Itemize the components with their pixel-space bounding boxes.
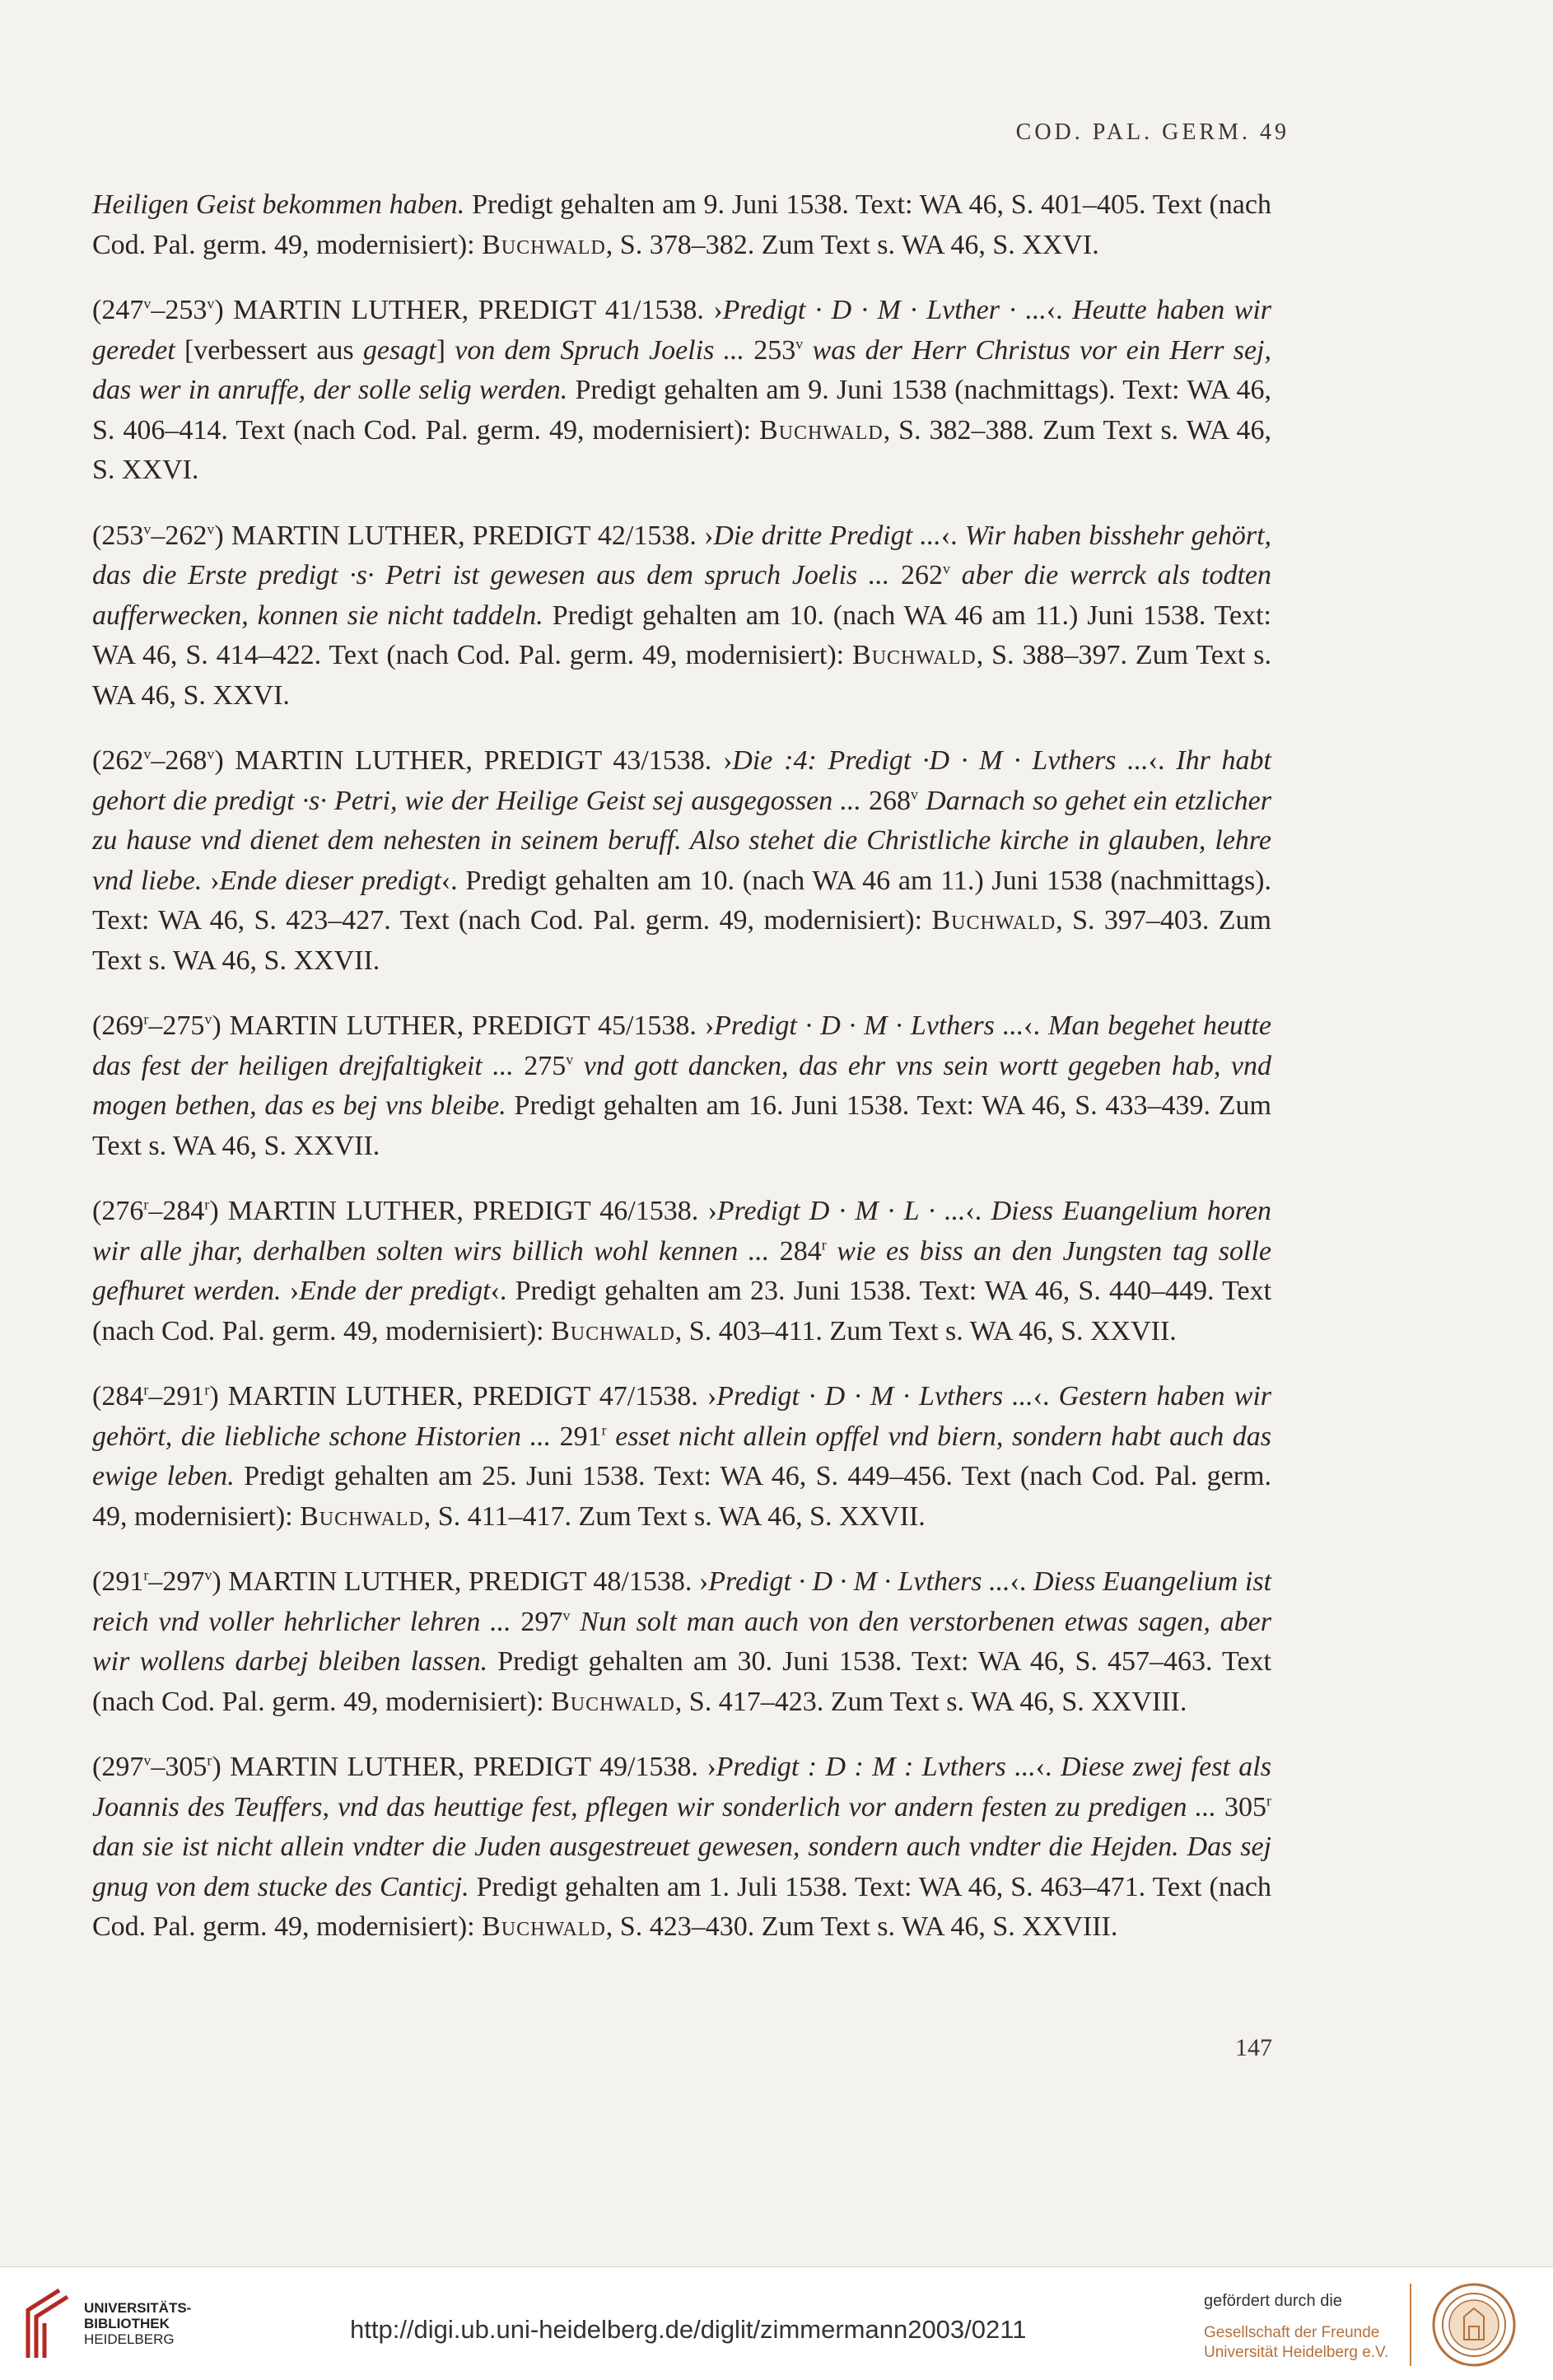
entry-text: vnd gott dancken, das ehr vns sein wortt gegeben hab, vnd mogen bethen, das es bej vns bleibe. bbox=[92, 1050, 1271, 1121]
entry-text: 262 bbox=[889, 560, 943, 590]
entry-text: Predigt gehalten am 9. Juni 1538 (nachmittags). Text: WA 46, S. 406–414. Text (nach Cod. Pal. germ. 49, modernisiert): bbox=[92, 375, 1271, 446]
entry-text: –284 bbox=[148, 1196, 205, 1226]
library-logo-icon[interactable] bbox=[16, 2285, 72, 2361]
entry-text: v bbox=[562, 1607, 571, 1624]
entry-text: 268 bbox=[860, 785, 912, 816]
entry-text: v bbox=[911, 786, 919, 803]
entry-text: v bbox=[566, 1051, 574, 1068]
entry-text: –291 bbox=[148, 1381, 205, 1412]
entry-text: –253 bbox=[151, 295, 208, 325]
entry-text: Predigt gehalten am 10. (nach WA 46 am 11.) Juni 1538. Text: WA 46, S. 414–422. Text (nach Cod. Pal. germ. 49, modernisiert): bbox=[92, 600, 1271, 670]
entry-text: , S. 378–382. Zum Text s. WA 46, S. XXVI. bbox=[605, 229, 1099, 260]
entry-text: Buchwald bbox=[482, 1911, 606, 1942]
entry-text: –297 bbox=[148, 1566, 205, 1597]
entry-text: Ende dieser predigt bbox=[219, 865, 441, 896]
entry-text: , S. 423–430. Zum Text s. WA 46, S. XXVIII. bbox=[605, 1911, 1118, 1942]
entry-text: Heiligen Geist bekommen haben. bbox=[92, 189, 465, 220]
catalog-entry bbox=[92, 185, 1271, 265]
entry-text: 284 bbox=[769, 1235, 822, 1267]
entry-text: ) MARTIN LUTHER, PREDIGT 48/1538. › bbox=[212, 1566, 709, 1597]
entry-text: ‹. bbox=[1148, 745, 1177, 776]
entry-text: , S. 403–411. Zum Text s. WA 46, S. XXVII. bbox=[674, 1315, 1177, 1346]
entry-text: Predigt gehalten am 1. Juli 1538. Text: WA 46, S. 463–471. Text (nach Cod. Pal. germ. 49, modernisiert): bbox=[92, 1871, 1271, 1942]
entry-text: › bbox=[202, 865, 220, 896]
catalog-entry bbox=[92, 741, 1271, 981]
entry-text: Buchwald bbox=[551, 1686, 675, 1717]
entry-text: dan sie ist nicht allein vndter die Juden ausgestreuet gewesen, sondern auch vndter die Hejden. Das sej gnug von dem stucke des Canticj. bbox=[92, 1832, 1271, 1902]
entry-text: r bbox=[143, 1010, 149, 1028]
entry-text: 275 bbox=[513, 1050, 567, 1081]
entry-text: –262 bbox=[151, 520, 208, 551]
entry-text: Die :4: Predigt ·D · M · Lvthers ... bbox=[732, 745, 1149, 776]
entry-text: ‹. Predigt gehalten am 23. Juni 1538. Text: WA 46, S. 440–449. Text (nach Cod. Pal. germ. 49, modernisiert): bbox=[92, 1276, 1272, 1346]
entry-text: v bbox=[204, 1566, 212, 1584]
entry-text: Buchwald bbox=[931, 905, 1056, 936]
entry-text: Ende der predigt bbox=[299, 1276, 491, 1306]
catalog-entry bbox=[92, 1562, 1271, 1722]
entry-text: 253 bbox=[744, 334, 796, 366]
entry-text: ‹. bbox=[1024, 1010, 1049, 1041]
entry-text: v bbox=[143, 745, 152, 763]
entry-text: Man begehet heutte das fest der heiligen drejfaltigkeit ... bbox=[92, 1010, 1272, 1081]
entry-text: ] bbox=[436, 334, 455, 366]
entry-text: esset nicht allein opffel vnd biern, sondern habt auch das ewige leben. bbox=[92, 1421, 1271, 1491]
entry-text: v bbox=[204, 1010, 212, 1028]
entry-text: Buchwald bbox=[482, 229, 606, 260]
entry-text: (297 bbox=[92, 1752, 144, 1782]
entry-text: ) MARTIN LUTHER, PREDIGT 45/1538. › bbox=[212, 1010, 715, 1041]
entry-text: , S. 388–397. Zum Text s. WA 46, S. XXVI. bbox=[92, 640, 1271, 711]
entry-text: Buchwald bbox=[551, 1315, 675, 1346]
entry-text: v bbox=[143, 1752, 152, 1769]
entry-text: v bbox=[143, 520, 152, 538]
entry-text: (262 bbox=[92, 745, 144, 776]
entry-text: v bbox=[207, 745, 215, 763]
entry-text: Nun solt man auch von den verstorbenen etwas sagen, aber wir wollens darbej bleiben lassen. bbox=[92, 1606, 1271, 1677]
catalog-entry bbox=[92, 291, 1271, 491]
entry-text: ‹. bbox=[1033, 1381, 1059, 1412]
entry-text: 297 bbox=[511, 1606, 563, 1637]
entry-text: Diese zwej fest als Joannis des Teuffers, vnd das heuttige fest, pflegen wir sonderlich vor andern festen zu predigen ... bbox=[92, 1752, 1271, 1822]
catalog-entries bbox=[92, 185, 1271, 1973]
entry-text: was der Herr Christus vor ein Herr sej, das wer in anruffe, der solle selig werden. bbox=[92, 334, 1271, 405]
entry-text: ) MARTIN LUTHER, PREDIGT 43/1538. › bbox=[214, 745, 733, 776]
entry-text: Diess Euangelium ist reich vnd voller hehrlicher lehren ... bbox=[92, 1566, 1272, 1637]
entry-text: gesagt bbox=[362, 334, 436, 366]
entry-text: 305 bbox=[1215, 1791, 1266, 1822]
entry-text: Predigt · D · M · Lvther · ... bbox=[722, 295, 1047, 325]
catalog-entry bbox=[92, 1748, 1271, 1948]
catalog-entry bbox=[92, 1006, 1271, 1166]
entry-text: r bbox=[143, 1566, 149, 1584]
entry-text: wie es biss an den Jungsten tag solle gefhuret werden. bbox=[92, 1235, 1271, 1306]
catalog-entry bbox=[92, 1377, 1271, 1537]
entry-text: Heutte haben wir geredet bbox=[92, 295, 1271, 366]
entry-text: r bbox=[601, 1421, 607, 1439]
entry-text: r bbox=[143, 1381, 149, 1398]
entry-text: Ihr habt gehort die predigt ·s· Petri, wie der Heilige Geist sej ausgegossen ... bbox=[92, 745, 1272, 816]
entry-text: Predigt D · M · L · ... bbox=[716, 1196, 966, 1226]
entry-text: r bbox=[821, 1236, 827, 1253]
entry-text: r bbox=[204, 1381, 210, 1398]
entry-text: Predigt · D · M · Lvthers ... bbox=[714, 1010, 1024, 1041]
entry-text: Darnach so gehet ein etzlicher zu hause vnd dienet dem nehesten in seinem beruff. Also stehet die Christliche kirche in glauben, lehre vnd liebe. bbox=[92, 785, 1272, 896]
entry-text: r bbox=[207, 1752, 212, 1769]
entry-text: Predigt gehalten am 16. Juni 1538. Text: WA 46, S. 433–439. Zum Text s. WA 46, S. XXVII. bbox=[92, 1090, 1271, 1161]
entry-text: (291 bbox=[92, 1566, 144, 1597]
entry-text: v bbox=[143, 295, 152, 312]
entry-text: Diess Euangelium horen wir alle jhar, derhalben solten wirs billich wohl kennen ... bbox=[92, 1196, 1271, 1267]
entry-text: (247 bbox=[92, 295, 144, 325]
catalog-entry bbox=[92, 1192, 1271, 1351]
entry-text: r bbox=[1266, 1792, 1271, 1809]
catalog-entry bbox=[92, 516, 1271, 716]
entry-text: v bbox=[942, 560, 950, 577]
entry-text: Buchwald bbox=[300, 1500, 424, 1532]
entry-text: , S. 417–423. Zum Text s. WA 46, S. XXVIII. bbox=[674, 1686, 1187, 1717]
entry-text: v bbox=[795, 335, 804, 352]
entry-text: ‹. bbox=[940, 520, 965, 551]
entry-text: Predigt gehalten am 25. Juni 1538. Text: WA 46, S. 449–456. Text (nach Cod. Pal. germ. 49, modernisiert): bbox=[92, 1461, 1271, 1532]
entry-text: von dem Spruch Joelis ... bbox=[455, 334, 745, 366]
entry-text: Die dritte Predigt ... bbox=[713, 520, 941, 551]
entry-text: , S. 397–403. Zum Text s. WA 46, S. XXVII. bbox=[92, 905, 1272, 976]
entry-text: Predigt · D · M · Lvthers ... bbox=[708, 1566, 1010, 1597]
footer-divider bbox=[1410, 2284, 1411, 2366]
entry-text: ) MARTIN LUTHER, PREDIGT 42/1538. › bbox=[214, 520, 714, 551]
entry-text: ‹. Predigt gehalten am 10. (nach WA 46 am 11.) Juni 1538 (nachmittags). Text: WA 46, S. 423–427. Text (nach Cod. Pal. germ. 49, modernisiert): bbox=[92, 865, 1271, 936]
entry-text: [verbessert aus bbox=[175, 334, 363, 366]
entry-text: ‹. bbox=[1035, 1752, 1061, 1782]
entry-text: ‹. bbox=[1046, 295, 1073, 325]
sponsor-name[interactable]: Gesellschaft der Freunde Universität Heidelberg e.V. bbox=[1204, 2324, 1389, 2361]
entry-text: –305 bbox=[151, 1752, 208, 1782]
entry-text: Buchwald bbox=[759, 414, 884, 446]
entry-text: Wir haben bisshehr gehört, das die Erste predigt ·s· Petri ist gewesen aus dem spruch Joelis ... bbox=[92, 520, 1272, 590]
library-name: UNIVERSITÄTS- BIBLIOTHEK HEIDELBERG bbox=[84, 2300, 192, 2347]
entry-text: (253 bbox=[92, 520, 144, 551]
entry-text: r bbox=[143, 1196, 149, 1213]
entry-text: ) MARTIN LUTHER, PREDIGT 47/1538. › bbox=[209, 1381, 717, 1412]
university-seal-icon[interactable] bbox=[1431, 2282, 1517, 2368]
entry-text: › bbox=[281, 1276, 300, 1306]
entry-text: 291 bbox=[551, 1421, 602, 1452]
entry-text: Gestern haben wir gehört, die liebliche schone Historien ... bbox=[92, 1381, 1271, 1452]
footer-bar bbox=[0, 2266, 1553, 2380]
entry-text: Predigt gehalten am 9. Juni 1538. Text: WA 46, S. 401–405. Text (nach Cod. Pal. germ. 49, modernisiert): bbox=[92, 189, 1271, 260]
permalink-url[interactable]: http://digi.ub.uni-heidelberg.de/diglit/zimmermann2003/0211 bbox=[350, 2315, 1027, 2344]
entry-text: ‹. bbox=[965, 1196, 991, 1226]
sponsor-intro: gefördert durch die bbox=[1204, 2292, 1342, 2310]
entry-text: –275 bbox=[148, 1010, 205, 1041]
page-header: COD. PAL. GERM. 49 bbox=[1015, 119, 1290, 145]
entry-text: (276 bbox=[92, 1196, 144, 1226]
entry-text: Predigt : D : M : Lvthers ... bbox=[716, 1752, 1036, 1782]
entry-text: (284 bbox=[92, 1381, 144, 1412]
entry-text: v bbox=[207, 520, 215, 538]
entry-text: (269 bbox=[92, 1010, 144, 1041]
entry-text: Predigt gehalten am 30. Juni 1538. Text: WA 46, S. 457–463. Text (nach Cod. Pal. germ. 49, modernisiert): bbox=[92, 1646, 1271, 1717]
entry-text: , S. 382–388. Zum Text s. WA 46, S. XXVI. bbox=[92, 414, 1271, 485]
entry-text: ) MARTIN LUTHER, PREDIGT 49/1538. › bbox=[212, 1752, 716, 1782]
entry-text: aber die werrck als todten aufferwecken, konnen sie nicht taddeln. bbox=[92, 560, 1272, 631]
entry-text: Predigt · D · M · Lvthers ... bbox=[716, 1381, 1033, 1412]
entry-text: ‹. bbox=[1010, 1566, 1033, 1597]
entry-text: –268 bbox=[151, 745, 208, 776]
entry-text: Buchwald bbox=[852, 640, 977, 670]
entry-text: r bbox=[204, 1196, 210, 1213]
entry-text: v bbox=[207, 295, 215, 312]
page-number: 147 bbox=[1235, 2034, 1272, 2061]
entry-text: ) MARTIN LUTHER, PREDIGT 41/1538. › bbox=[214, 295, 723, 325]
entry-text: , S. 411–417. Zum Text s. WA 46, S. XXVII. bbox=[423, 1500, 926, 1532]
entry-text: ) MARTIN LUTHER, PREDIGT 46/1538. › bbox=[209, 1196, 717, 1226]
